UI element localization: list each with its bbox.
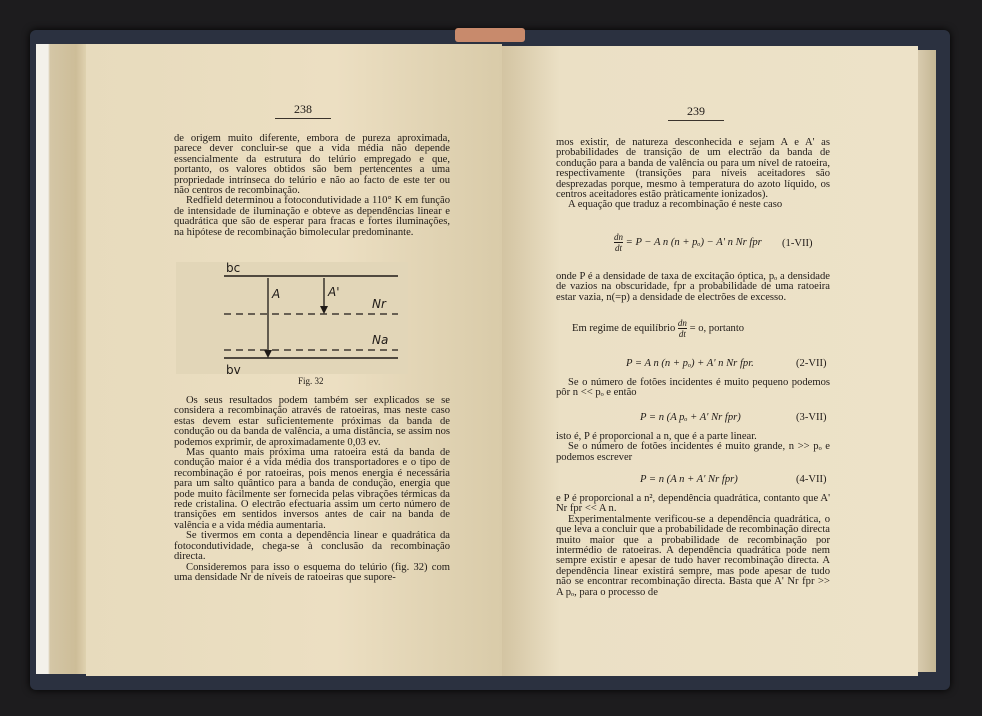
equation-number: (2-VII) bbox=[796, 358, 827, 369]
paragraph: Consideremos para isso o esquema do telúrio (fig. 32) com uma densidade Nr de níveis de ratoeiras que supore- bbox=[174, 561, 450, 583]
page-stack-edge bbox=[36, 44, 88, 674]
arrowhead bbox=[264, 350, 272, 358]
body-text-bottom bbox=[174, 396, 450, 583]
band-diagram bbox=[176, 262, 408, 374]
paragraph: Mas quanto mais próxima uma ratoeira está da banda de condução maior é a vida média dos transportadores e o tipo de recombinação é por ratoeiras, pois menos energia é necessária para um salto quântico para a banda de condução, energia que pode muito fàcilmente ser fornecida pelas vibrações térmicas da rede cristalina. O electrão efectuaria assim um certo número de transições em sentidos inversos antes de cair na banda de valência e a vida média aumentaria. bbox=[174, 447, 450, 531]
equation-4: P = n (A n + A' Nr fpr) (4-VII) bbox=[640, 474, 827, 485]
fraction: $\frac{dn}{dt}$ bbox=[677, 318, 687, 339]
equation-number: (3-VII) bbox=[796, 412, 827, 423]
paragraph: Os seus resultados podem também ser explicados se se considera a recombinação através de ratoeiras, mas neste caso estas devem estar suficientemente próximas da banda de condução ou da banda de valência, a uma distância, se assim nos podemos exprimir, de aproximadamente 0,03 ev. bbox=[174, 395, 450, 448]
fraction: $\frac{dn}{dt}$ bbox=[614, 232, 623, 253]
arrowhead bbox=[320, 306, 328, 314]
label-bv: bv bbox=[226, 363, 241, 374]
right-page bbox=[502, 46, 918, 676]
label-Na: Na bbox=[372, 333, 389, 347]
equation-number: (1-VII) bbox=[782, 238, 813, 249]
equation-rhs: = P − A n (n + pₒ) − A' n Nr fpr bbox=[625, 236, 762, 248]
paragraph: de origem muito diferente, embora de pureza aproximada, parece dever concluir-se que a vida média não depende essencialmente da estrutura do telúrio empregado e que, portanto, os valores obtidos são bem pertencentes a uma propriedade intrínseca do telúrio e não ao facto de este ter ou não centros de recombinação. bbox=[174, 133, 450, 197]
body-text-5 bbox=[556, 494, 830, 598]
page-number-rule bbox=[668, 120, 724, 121]
paragraph: Se tivermos em conta a dependência linear e quadrática da fotocondutividade, chega-se à conclusão da recombinação directa. bbox=[174, 530, 450, 563]
figure-caption: Fig. 32 bbox=[298, 376, 324, 386]
paragraph: isto é, P é proporcional a n, que é a parte linear. bbox=[556, 431, 757, 442]
page-number-rule bbox=[275, 118, 331, 119]
paragraph: Se o número de fotões incidentes é muito grande, n >> pₒ e podemos escrever bbox=[556, 441, 830, 463]
body-text-3 bbox=[556, 378, 830, 399]
body-text-top bbox=[174, 134, 450, 238]
body-text-4 bbox=[556, 432, 830, 463]
label-Nr: Nr bbox=[372, 297, 386, 311]
body-text-1 bbox=[556, 138, 830, 211]
left-page bbox=[86, 44, 502, 676]
paragraph: A equação que traduz a recombinação é neste caso bbox=[568, 199, 783, 211]
equation-1 bbox=[614, 232, 830, 260]
paragraph: e P é proporcional a n², dependência quadrática, contanto que A' Nr fpr << A n. bbox=[556, 493, 830, 515]
paragraph: Experimentalmente verificou-se a dependência quadrática, o que leva a concluir que a probabilidade de recombinação directa muito maior que a probabilidade de recombinação por intermédio de ratoeiras. A dependência quadrática pode nem sempre existir e apesar de tudo haver recombinação directa. A dependência linear existirá sempre, mas pode apesar de tudo não se encontrar recombinação directa. Basta que A' Nr fpr >> A pₒ, para o processo de bbox=[556, 513, 830, 598]
paragraph: Se o número de fotões incidentes é muito pequeno podemos pôr n << pₒ e então bbox=[556, 377, 830, 399]
label-bc: bc bbox=[226, 262, 241, 275]
page-stack-edge-right bbox=[918, 50, 936, 672]
equilibrium-line: Em regime de equilíbrio $\frac{dn}{dt}$ = o, portanto bbox=[572, 318, 745, 339]
equation-3: P = n (A pₒ + A' Nr fpr) (3-VII) bbox=[640, 412, 827, 423]
paragraph: onde P é a densidade de taxa de excitação óptica, pₒ a densidade de vazios na obscuridade, fpr a probabilidade de uma ratoeira estar vazia, n(=p) a densidade de electrões de excesso. bbox=[556, 271, 830, 303]
equation-2: P = A n (n + pₒ) + A' n Nr fpr. (2-VII) bbox=[626, 358, 827, 369]
page-number: 239 bbox=[687, 104, 705, 118]
page-number: 238 bbox=[294, 102, 312, 116]
paragraph: mos existir, de natureza desconhecida e sejam A e A' as probabilidades de transição de um electrão da banda de condução para a banda de valência ou para um nível de ratoeira, respectivamente (transições para níveis aceitadores são desprezadas porque, mesmo à temperatura do azoto líquido, os centros aceitadores estão pràticamente ionizados). bbox=[556, 137, 830, 201]
book-spine-band bbox=[455, 28, 525, 42]
body-text-2 bbox=[556, 272, 830, 303]
label-A: A bbox=[272, 287, 281, 301]
label-A-prime: A' bbox=[328, 285, 340, 299]
paragraph: Redfield determinou a fotocondutividade a 110° K em função de intensidade de iluminação e obteve as dependências linear e quadrática que são de esperar para fracas e fortes iluminações, na hipótese de recombinação bimolecular predominante. bbox=[174, 195, 450, 238]
band-diagram-svg bbox=[176, 262, 408, 374]
equation-number: (4-VII) bbox=[796, 474, 827, 485]
